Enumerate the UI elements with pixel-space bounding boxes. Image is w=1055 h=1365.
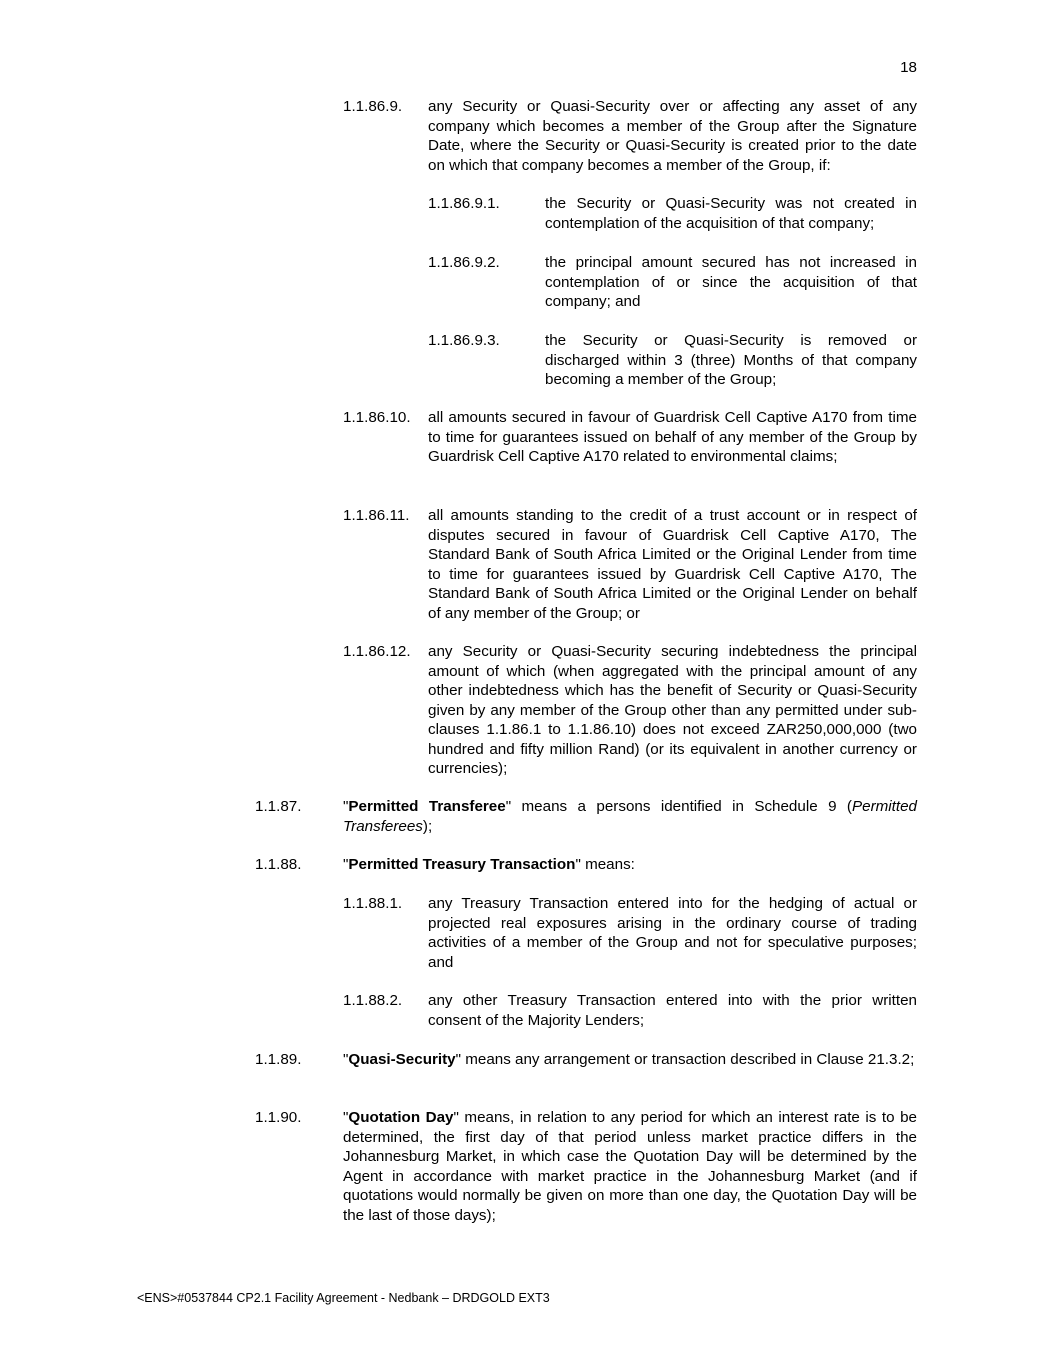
clause-text: the principal amount secured has not increased in contemplation of or since the acquisition of that company; and bbox=[545, 254, 917, 310]
clause-text-end: " means: bbox=[575, 856, 635, 873]
clause-text-mid: " means a persons identified in Schedule 9 ( bbox=[505, 798, 852, 815]
clause-text bbox=[343, 1050, 917, 1070]
clause-number: 1.1.86.9. bbox=[343, 98, 403, 115]
clause-text-end: " means, in relation to any period for which an interest rate is to be determined, the first day of that period unless market practice differs in the Johannesburg Market, in which case the Quotation Day will be determined by the Agent in accordance with market practice in the Johannesburg Market (and if quotations would normally be given on more than one day, the Quotation Day will be the last of those days); bbox=[343, 1109, 917, 1224]
clause-text: the Security or Quasi-Security was not created in contemplation of the acquisition of that company; bbox=[545, 195, 917, 232]
schedule-reference: Permitted Transferees bbox=[343, 798, 917, 835]
defined-term: Permitted Transferee bbox=[348, 798, 506, 815]
clause-text-end: " means any arrangement or transaction described in Clause 21.3.2; bbox=[455, 1051, 915, 1068]
clause-text bbox=[343, 1108, 917, 1225]
quote-open: " bbox=[343, 1051, 349, 1068]
defined-term: Permitted Treasury Transaction bbox=[348, 856, 576, 873]
clause-number: 1.1.86.9.3. bbox=[428, 332, 500, 349]
clause-number: 1.1.90. bbox=[255, 1109, 302, 1126]
clause-text: any other Treasury Transaction entered into with the prior written consent of the Majority Lenders; bbox=[428, 992, 917, 1029]
clause-text-end: ); bbox=[422, 817, 433, 835]
clause-number: 1.1.88.1. bbox=[343, 895, 403, 912]
clause-text: any Security or Quasi-Security over or affecting any asset of any company which becomes a member of the Group after the Signature Date, where the Security or Quasi-Security is created prior to the date on which that company becomes a member of the Group, if: bbox=[428, 98, 917, 174]
clause-text bbox=[343, 855, 917, 875]
clause-number: 1.1.86.9.1. bbox=[428, 195, 500, 212]
clause-text: the Security or Quasi-Security is removed or discharged within 3 (three) Months of that company becoming a member of the Group; bbox=[545, 332, 917, 388]
clause-text: all amounts secured in favour of Guardrisk Cell Captive A170 from time to time for guarantees issued on behalf of any member of the Group by Guardrisk Cell Captive A170 related to environmental claims; bbox=[428, 409, 917, 465]
clause-number: 1.1.87. bbox=[255, 798, 302, 815]
clause-text: any Security or Quasi-Security securing indebtedness the principal amount of which (when aggregated with the principal amount of any other indebtedness which has the benefit of Security or Quasi-Security given by any member of the Group other than any permitted under sub-clauses 1.1.86.1 to 1.1.86.10) does not exceed ZAR250,000,000 (two hundred and fifty million Rand) (or its equivalent in another currency or currencies); bbox=[428, 643, 917, 777]
defined-term: Quotation Day bbox=[348, 1109, 454, 1126]
clause-number: 1.1.86.10. bbox=[343, 409, 411, 426]
quote-open: " bbox=[343, 1109, 349, 1126]
clause-number: 1.1.89. bbox=[255, 1051, 302, 1068]
page-number: 18 bbox=[900, 59, 917, 76]
document-footer: <ENS>#0537844 CP2.1 Facility Agreement - Nedbank – DRDGOLD EXT3 bbox=[137, 1291, 550, 1305]
clause-number: 1.1.86.9.2. bbox=[428, 254, 500, 271]
clause-text: any Treasury Transaction entered into for the hedging of actual or projected real exposures arising in the ordinary course of trading activities of a member of the Group and not for speculative purposes; and bbox=[428, 895, 917, 971]
clause-text: all amounts standing to the credit of a trust account or in respect of disputes secured in favour of Guardrisk Cell Captive A170, The Standard Bank of South Africa Limited or the Original Lender from time to time for guarantees issued by Guardrisk Cell Captive A170, The Standard Bank of South Africa Limited or the Original Lender on behalf of any member of the Group; or bbox=[428, 507, 917, 622]
clause-text bbox=[343, 797, 917, 836]
clause-number: 1.1.88. bbox=[255, 856, 302, 873]
defined-term: Quasi-Security bbox=[348, 1051, 456, 1068]
quote-open: " bbox=[343, 798, 349, 815]
clause-number: 1.1.86.11. bbox=[343, 507, 410, 524]
clause-number: 1.1.86.12. bbox=[343, 643, 411, 660]
clause-number: 1.1.88.2. bbox=[343, 992, 403, 1009]
quote-open: " bbox=[343, 856, 349, 873]
